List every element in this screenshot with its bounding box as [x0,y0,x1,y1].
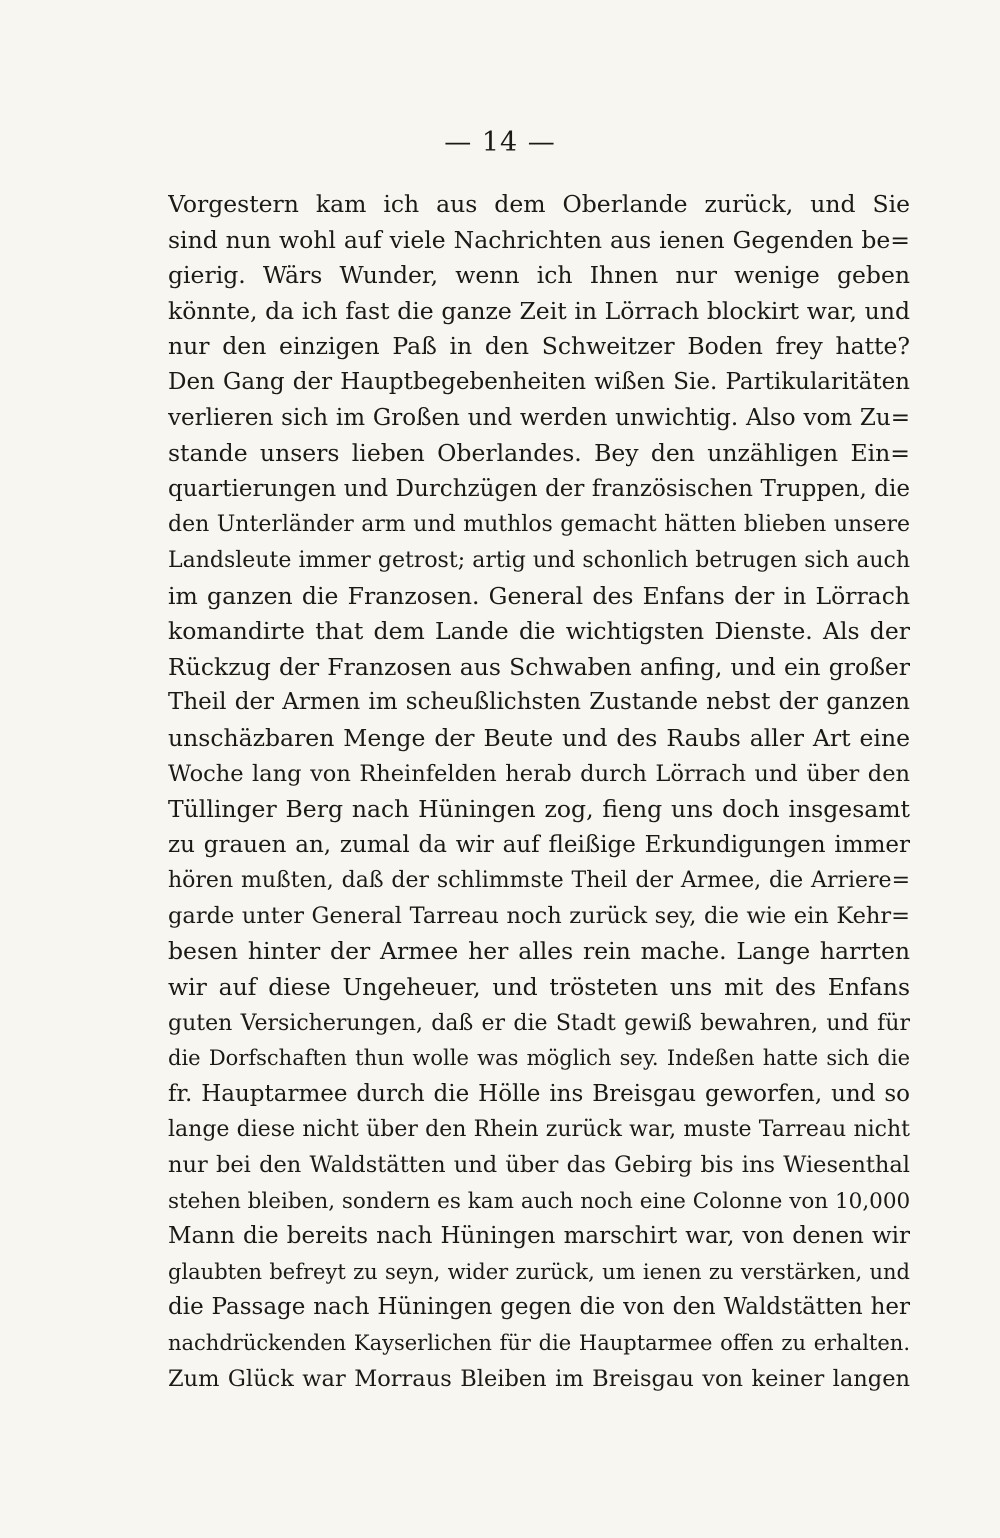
page-number: — 14 — [444,127,556,158]
text-line: nur den einzigen Paß in den Schweitzer Boden frey hatte? [168,332,910,361]
text-line: nachdrückenden Kayserlichen für die Hauptarmee offen zu erhalten. [168,1331,910,1355]
text-line: im ganzen die Franzosen. General des Enfans der in Lörrach [168,581,910,610]
text-line: stehen bleiben, sondern es kam auch noch eine Colonne von 10,000 [168,1188,910,1214]
text-line: Theil der Armen im scheußlichsten Zustande nebst der ganzen [168,689,910,716]
text-line: glaubten befreyt zu seyn, wider zurück, um ienen zu verstärken, und [168,1259,910,1284]
text-line: wir auf diese Ungeheuer, und trösteten uns mit des Enfans [168,973,910,1002]
text-line: sind nun wohl auf viele Nachrichten aus ienen Gegenden be= [168,225,910,254]
text-line: nur bei den Waldstätten und über das Gebirg bis ins Wiesenthal [168,1152,910,1179]
text-line: fr. Hauptarmee durch die Hölle ins Breisgau geworfen, und so [168,1080,910,1107]
text-line: zu grauen an, zumal da wir auf fleißige Erkundigungen immer [168,831,910,858]
text-line: gierig. Wärs Wunder, wenn ich Ihnen nur wenige geben [168,261,910,290]
text-line: Vorgestern kam ich aus dem Oberlande zurück, und Sie [168,190,910,218]
text-line: Den Gang der Hauptbegebenheiten wißen Sie. Partikularitäten [168,368,910,395]
text-line: lange diese nicht über den Rhein zurück war, muste Tarreau nicht [168,1117,910,1143]
text-line: komandirte that dem Lande die wichtigsten Dienste. Als der [168,617,910,646]
text-line: verlieren sich im Großen und werden unwichtig. Also vom Zu= [168,404,910,431]
text-line: quartierungen und Durchzügen der französischen Truppen, die [168,475,910,502]
text-line: Zum Glück war Morraus Bleiben im Breisgau von keiner langen [168,1365,910,1392]
text-line: hören mußten, daß der schlimmste Theil der Armee, die Arriere= [168,868,910,894]
text-line: besen hinter der Armee her alles rein mache. Lange harrten [168,937,910,966]
text-line: Rückzug der Franzosen aus Schwaben anfing, und ein großer [168,652,910,681]
text-line: guten Versicherungen, daß er die Stadt gewiß bewahren, und für [168,1010,910,1036]
text-line: Woche lang von Rheinfelden herab durch Lörrach und über den [168,760,910,787]
text-line: garde unter General Tarreau noch zurück sey, die wie ein Kehr= [168,902,910,929]
text-line: den Unterländer arm und muthlos gemacht hätten blieben unsere [168,512,910,538]
text-line: Mann die bereits nach Hüningen marschirt war, von denen wir [168,1223,910,1250]
text-line: stande unsers lieben Oberlandes. Bey den unzähligen Ein= [168,439,910,468]
text-line: Landsleute immer getrost; artig und schonlich betrugen sich auch [168,547,910,573]
text-line: die Passage nach Hüningen gegen die von den Waldstätten her [168,1294,910,1321]
body-text [168,187,910,1397]
text-line: unschäzbaren Menge der Beute und des Raubs aller Art eine [168,723,910,752]
text-line: könnte, da ich fast die ganze Zeit in Lörrach blockirt war, und [168,296,910,325]
text-line: Tüllinger Berg nach Hüningen zog, fieng uns doch insgesamt [168,795,910,824]
text-line: die Dorfschaften thun wolle was möglich sey. Indeßen hatte sich die [168,1046,910,1071]
